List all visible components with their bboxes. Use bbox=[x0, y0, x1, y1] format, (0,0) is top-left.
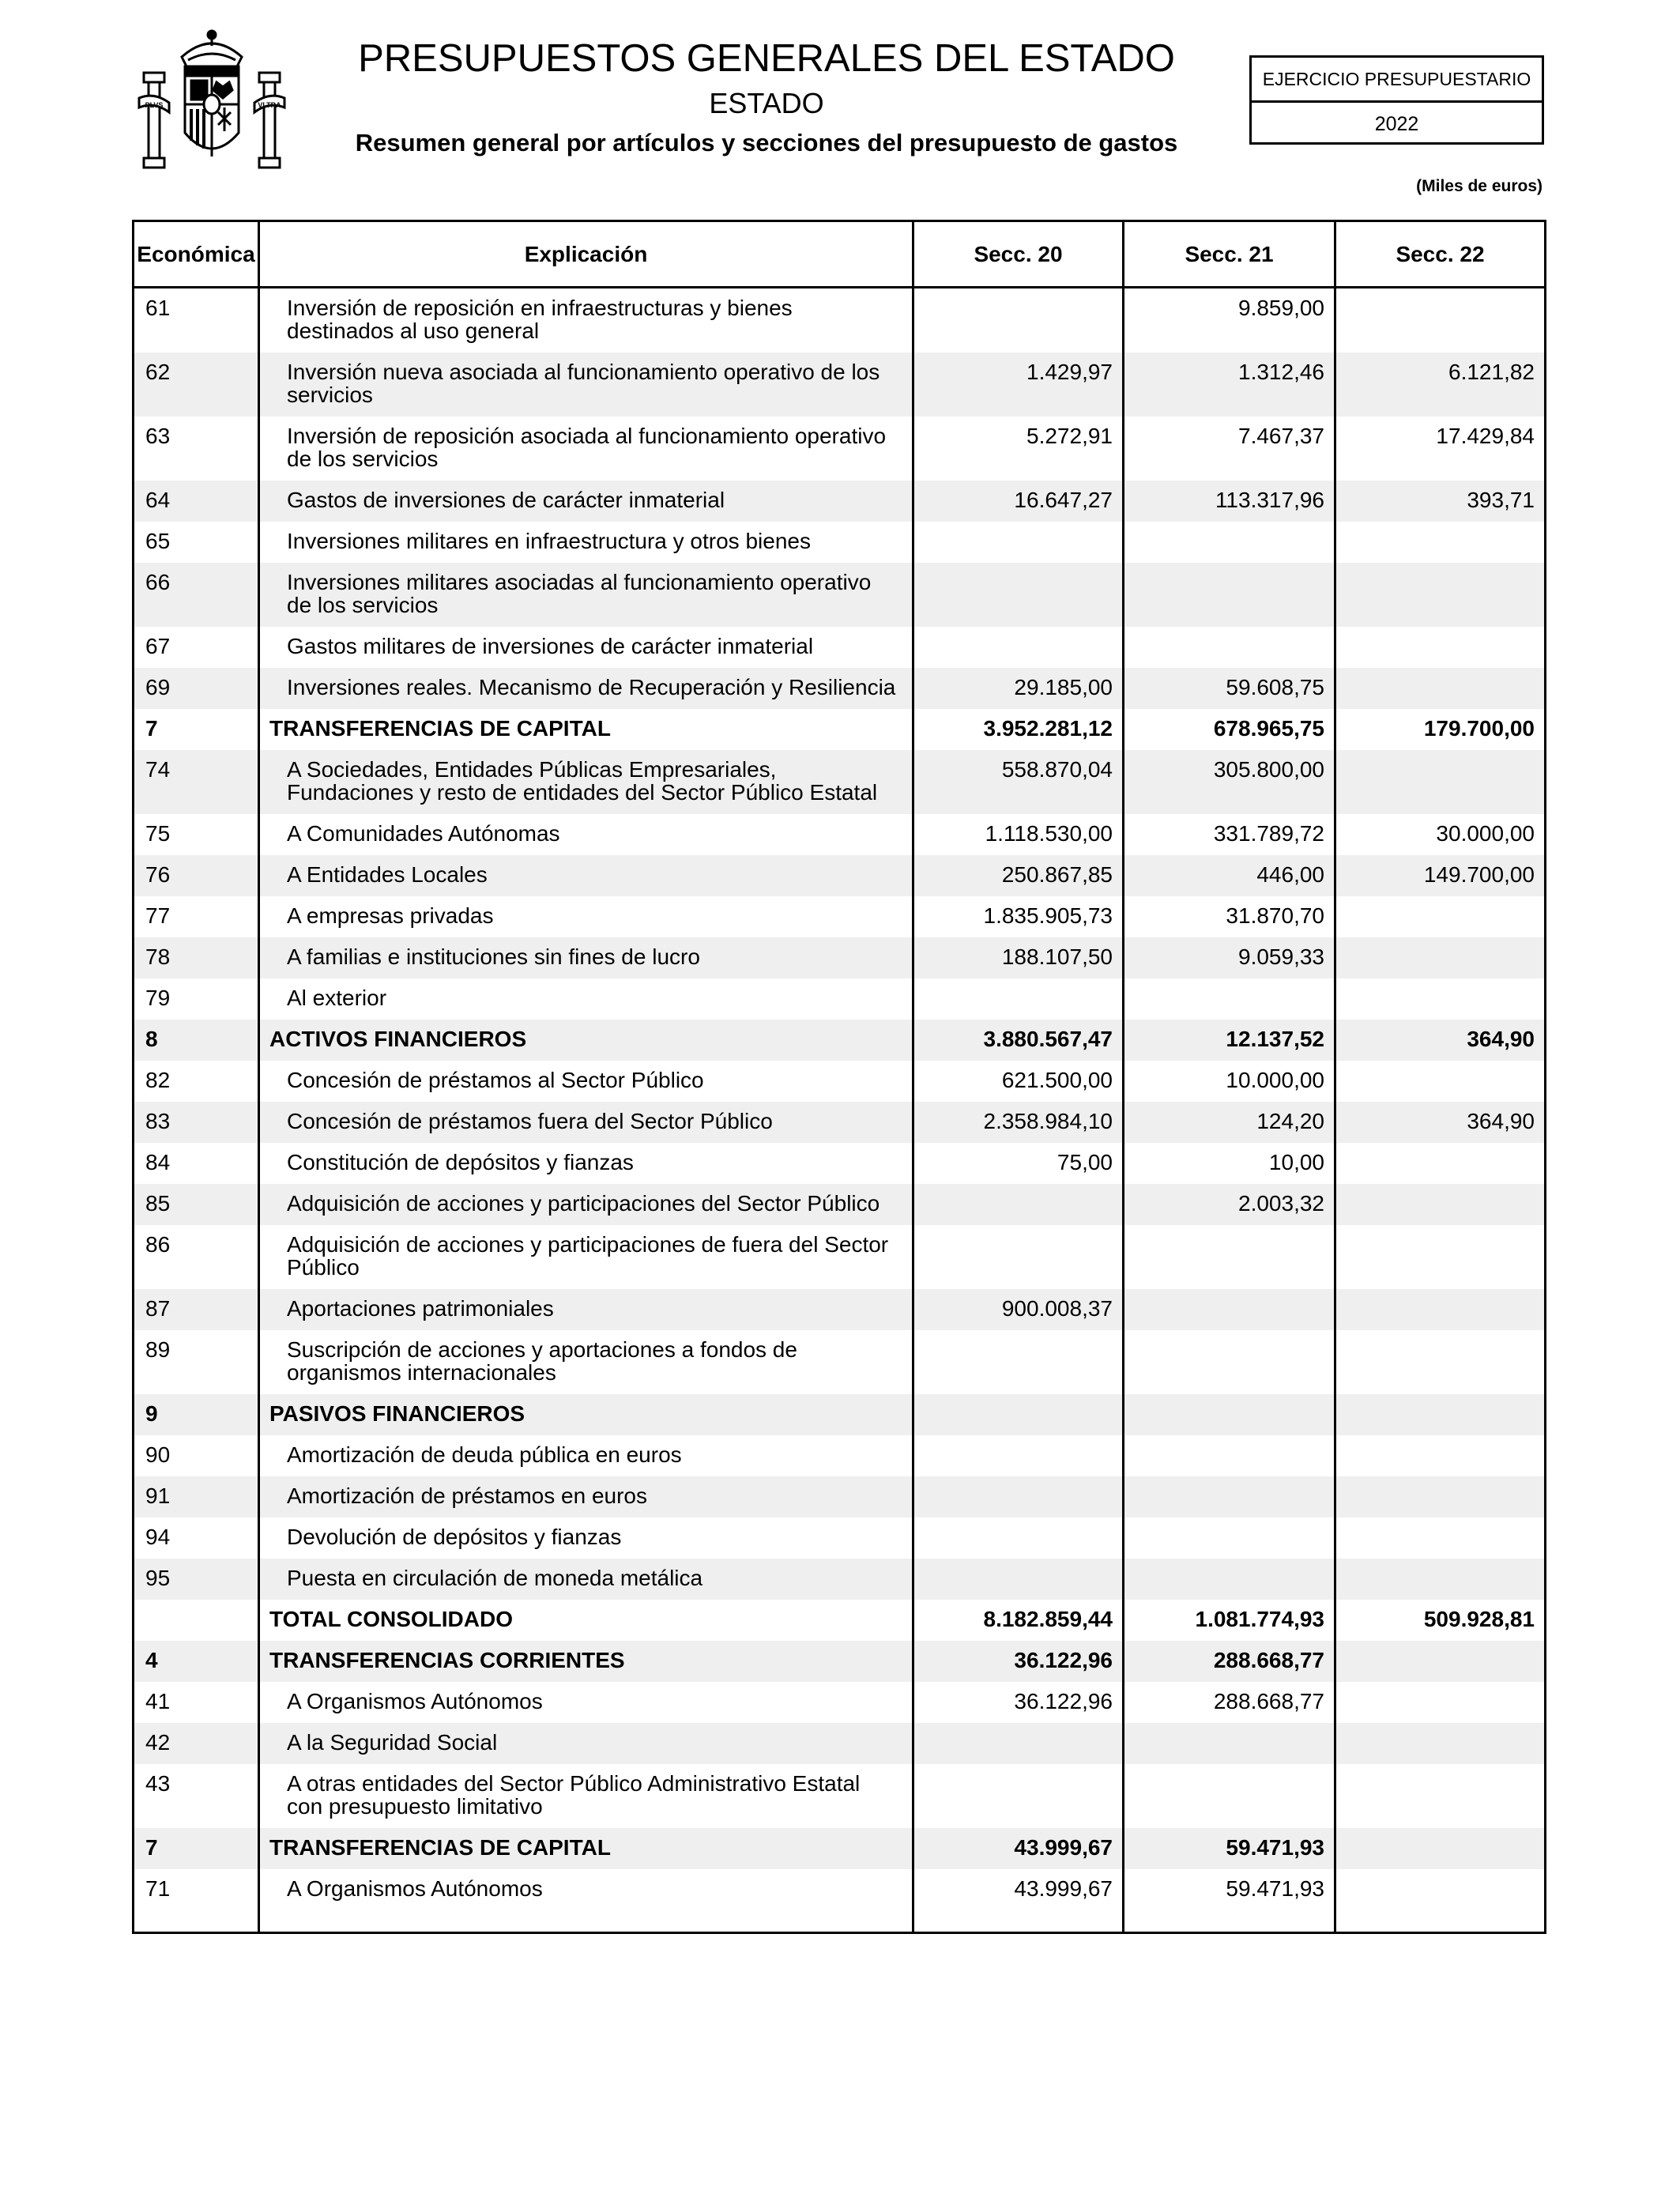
secc-21-cell: 59.471,93 bbox=[1124, 1869, 1335, 1933]
secc-22-cell bbox=[1335, 1764, 1546, 1828]
secc-22-cell bbox=[1335, 750, 1546, 814]
table-row bbox=[134, 1061, 1546, 1102]
explanation-cell: A otras entidades del Sector Público Administrativo Estatal con presupuesto limitativo bbox=[259, 1764, 913, 1828]
secc-20-cell bbox=[913, 1394, 1124, 1435]
secc-22-cell bbox=[1335, 563, 1546, 627]
code-cell: 89 bbox=[134, 1330, 259, 1394]
explanation-cell: A Entidades Locales bbox=[259, 855, 913, 896]
secc-21-cell bbox=[1124, 1435, 1335, 1476]
secc-21-cell: 288.668,77 bbox=[1124, 1682, 1335, 1723]
explanation-cell: TRANSFERENCIAS CORRIENTES bbox=[259, 1641, 913, 1682]
code-cell: 76 bbox=[134, 855, 259, 896]
code-cell: 4 bbox=[134, 1641, 259, 1682]
explanation-cell: Constitución de depósitos y fianzas bbox=[259, 1143, 913, 1184]
explanation-cell: A Organismos Autónomos bbox=[259, 1869, 913, 1933]
table-row bbox=[134, 1102, 1546, 1143]
document-description: Resumen general por artículos y secciones del presupuesto de gastos bbox=[355, 129, 1178, 156]
explanation-cell: TRANSFERENCIAS DE CAPITAL bbox=[259, 1828, 913, 1869]
code-cell: 7 bbox=[134, 1828, 259, 1869]
secc-20-cell: 36.122,96 bbox=[913, 1682, 1124, 1723]
secc-22-cell bbox=[1335, 1869, 1546, 1933]
table-row bbox=[134, 896, 1546, 937]
secc-20-cell bbox=[913, 627, 1124, 668]
table-row bbox=[134, 750, 1546, 814]
table-row bbox=[134, 481, 1546, 522]
explanation-cell: Adquisición de acciones y participaciones del Sector Público bbox=[259, 1184, 913, 1225]
secc-22-cell bbox=[1335, 1330, 1546, 1394]
secc-22-cell bbox=[1335, 1476, 1546, 1517]
ejercicio-year: 2022 bbox=[1374, 113, 1419, 135]
explanation-cell: Amortización de préstamos en euros bbox=[259, 1476, 913, 1517]
table-row bbox=[134, 1330, 1546, 1394]
secc-21-cell bbox=[1124, 1723, 1335, 1764]
secc-20-cell: 1.835.905,73 bbox=[913, 896, 1124, 937]
table-row bbox=[134, 1435, 1546, 1476]
explanation-cell: A Sociedades, Entidades Públicas Empresariales, Fundaciones y resto de entidades del Sector Público Estatal bbox=[259, 750, 913, 814]
secc-21-cell: 12.137,52 bbox=[1124, 1020, 1335, 1061]
explanation-cell: A Organismos Autónomos bbox=[259, 1682, 913, 1723]
secc-22-cell bbox=[1335, 937, 1546, 978]
secc-21-cell: 124,20 bbox=[1124, 1102, 1335, 1143]
explanation-cell: Amortización de deuda pública en euros bbox=[259, 1435, 913, 1476]
secc-21-cell bbox=[1124, 1330, 1335, 1394]
table-row bbox=[134, 1828, 1546, 1869]
secc-21-cell: 9.059,33 bbox=[1124, 937, 1335, 978]
secc-21-cell: 2.003,32 bbox=[1124, 1184, 1335, 1225]
ejercicio-label: EJERCICIO PRESUPUESTARIO bbox=[1252, 58, 1542, 103]
secc-21-cell: 331.789,72 bbox=[1124, 814, 1335, 855]
secc-21-cell bbox=[1124, 563, 1335, 627]
secc-20-cell bbox=[913, 288, 1124, 353]
secc-22-cell bbox=[1335, 1559, 1546, 1600]
explanation-cell: Gastos de inversiones de carácter inmaterial bbox=[259, 481, 913, 522]
explanation-cell: Suscripción de acciones y aportaciones a fondos de organismos internacionales bbox=[259, 1330, 913, 1394]
code-cell: 67 bbox=[134, 627, 259, 668]
svg-text:VLTRA: VLTRA bbox=[258, 101, 281, 109]
document-subtitle: ESTADO bbox=[709, 87, 824, 119]
secc-21-cell bbox=[1124, 1394, 1335, 1435]
secc-22-cell bbox=[1335, 1682, 1546, 1723]
code-cell: 75 bbox=[134, 814, 259, 855]
code-cell: 86 bbox=[134, 1225, 259, 1289]
secc-20-cell: 621.500,00 bbox=[913, 1061, 1124, 1102]
secc-20-cell: 43.999,67 bbox=[913, 1869, 1124, 1933]
secc-22-cell bbox=[1335, 1641, 1546, 1682]
secc-22-cell bbox=[1335, 1435, 1546, 1476]
explanation-cell: Inversión de reposición en infraestructuras y bienes destinados al uso general bbox=[259, 288, 913, 353]
secc-20-cell bbox=[913, 1517, 1124, 1559]
explanation-cell: ACTIVOS FINANCIEROS bbox=[259, 1020, 913, 1061]
secc-22-cell bbox=[1335, 896, 1546, 937]
secc-21-cell: 678.965,75 bbox=[1124, 709, 1335, 750]
code-cell: 66 bbox=[134, 563, 259, 627]
secc-22-cell: 364,90 bbox=[1335, 1102, 1546, 1143]
secc-22-cell bbox=[1335, 627, 1546, 668]
secc-20-cell bbox=[913, 1476, 1124, 1517]
secc-20-cell: 1.118.530,00 bbox=[913, 814, 1124, 855]
secc-20-cell: 29.185,00 bbox=[913, 668, 1124, 709]
explanation-cell: TOTAL CONSOLIDADO bbox=[259, 1600, 913, 1641]
explanation-cell: PASIVOS FINANCIEROS bbox=[259, 1394, 913, 1435]
explanation-cell: TRANSFERENCIAS DE CAPITAL bbox=[259, 709, 913, 750]
code-cell: 84 bbox=[134, 1143, 259, 1184]
secc-20-cell bbox=[913, 978, 1124, 1020]
table-row bbox=[134, 522, 1546, 563]
secc-22-cell bbox=[1335, 1061, 1546, 1102]
explanation-cell: Adquisición de acciones y participaciones de fuera del Sector Público bbox=[259, 1225, 913, 1289]
table-row bbox=[134, 1184, 1546, 1225]
code-cell: 8 bbox=[134, 1020, 259, 1061]
secc-20-cell: 558.870,04 bbox=[913, 750, 1124, 814]
code-cell: 7 bbox=[134, 709, 259, 750]
column-header-explicacion: Explicación bbox=[259, 221, 913, 288]
table-row bbox=[134, 1476, 1546, 1517]
table-row bbox=[134, 1517, 1546, 1559]
code-cell: 78 bbox=[134, 937, 259, 978]
secc-20-cell: 2.358.984,10 bbox=[913, 1102, 1124, 1143]
code-cell: 77 bbox=[134, 896, 259, 937]
secc-21-cell bbox=[1124, 1764, 1335, 1828]
column-header-secc-22: Secc. 22 bbox=[1335, 221, 1546, 288]
code-cell: 85 bbox=[134, 1184, 259, 1225]
secc-22-cell: 6.121,82 bbox=[1335, 352, 1546, 417]
column-header-secc-21: Secc. 21 bbox=[1124, 221, 1335, 288]
secc-22-cell bbox=[1335, 1143, 1546, 1184]
secc-22-cell bbox=[1335, 1394, 1546, 1435]
table-row bbox=[134, 1225, 1546, 1289]
secc-22-cell bbox=[1335, 288, 1546, 353]
code-cell: 91 bbox=[134, 1476, 259, 1517]
secc-21-cell: 10.000,00 bbox=[1124, 1061, 1335, 1102]
secc-22-cell bbox=[1335, 522, 1546, 563]
secc-21-cell: 1.312,46 bbox=[1124, 352, 1335, 417]
code-cell: 95 bbox=[134, 1559, 259, 1600]
code-cell: 42 bbox=[134, 1723, 259, 1764]
table-row bbox=[134, 563, 1546, 627]
table-row bbox=[134, 1559, 1546, 1600]
explanation-cell: A Comunidades Autónomas bbox=[259, 814, 913, 855]
secc-20-cell bbox=[913, 1330, 1124, 1394]
secc-22-cell bbox=[1335, 1828, 1546, 1869]
secc-20-cell bbox=[913, 1435, 1124, 1476]
table-row bbox=[134, 417, 1546, 481]
ejercicio-box bbox=[1249, 55, 1544, 145]
explanation-cell: A familias e instituciones sin fines de lucro bbox=[259, 937, 913, 978]
table-row bbox=[134, 627, 1546, 668]
secc-21-cell: 305.800,00 bbox=[1124, 750, 1335, 814]
code-cell: 79 bbox=[134, 978, 259, 1020]
secc-22-cell: 179.700,00 bbox=[1335, 709, 1546, 750]
secc-21-cell: 9.859,00 bbox=[1124, 288, 1335, 353]
table-row bbox=[134, 288, 1546, 353]
secc-20-cell bbox=[913, 1225, 1124, 1289]
secc-22-cell: 30.000,00 bbox=[1335, 814, 1546, 855]
secc-21-cell: 113.317,96 bbox=[1124, 481, 1335, 522]
secc-20-cell bbox=[913, 1559, 1124, 1600]
secc-20-cell: 3.952.281,12 bbox=[913, 709, 1124, 750]
code-cell: 69 bbox=[134, 668, 259, 709]
code-cell: 87 bbox=[134, 1289, 259, 1330]
code-cell: 74 bbox=[134, 750, 259, 814]
secc-20-cell: 8.182.859,44 bbox=[913, 1600, 1124, 1641]
explanation-cell: Aportaciones patrimoniales bbox=[259, 1289, 913, 1330]
table-body bbox=[134, 288, 1546, 1933]
units-note: (Miles de euros) bbox=[1416, 177, 1543, 195]
explanation-cell: Al exterior bbox=[259, 978, 913, 1020]
secc-22-cell bbox=[1335, 1289, 1546, 1330]
secc-21-cell: 10,00 bbox=[1124, 1143, 1335, 1184]
secc-20-cell: 3.880.567,47 bbox=[913, 1020, 1124, 1061]
code-cell: 61 bbox=[134, 288, 259, 353]
secc-22-cell: 17.429,84 bbox=[1335, 417, 1546, 481]
code-cell: 83 bbox=[134, 1102, 259, 1143]
explanation-cell: Inversión de reposición asociada al funcionamiento operativo de los servicios bbox=[259, 417, 913, 481]
secc-20-cell bbox=[913, 1764, 1124, 1828]
code-cell: 64 bbox=[134, 481, 259, 522]
explanation-cell: Inversiones reales. Mecanismo de Recuperación y Resiliencia bbox=[259, 668, 913, 709]
secc-20-cell: 188.107,50 bbox=[913, 937, 1124, 978]
svg-text:PLVS: PLVS bbox=[145, 101, 164, 109]
explanation-cell: Gastos militares de inversiones de carácter inmaterial bbox=[259, 627, 913, 668]
secc-22-cell: 393,71 bbox=[1335, 481, 1546, 522]
secc-22-cell bbox=[1335, 1517, 1546, 1559]
explanation-cell: Inversiones militares en infraestructura y otros bienes bbox=[259, 522, 913, 563]
column-header-economica: Económica bbox=[134, 221, 259, 288]
secc-21-cell bbox=[1124, 1289, 1335, 1330]
document-title: PRESUPUESTOS GENERALES DEL ESTADO bbox=[358, 37, 1175, 80]
secc-21-cell bbox=[1124, 1559, 1335, 1600]
secc-22-cell bbox=[1335, 1723, 1546, 1764]
code-cell: 82 bbox=[134, 1061, 259, 1102]
secc-20-cell bbox=[913, 563, 1124, 627]
secc-21-cell bbox=[1124, 1517, 1335, 1559]
explanation-cell: A la Seguridad Social bbox=[259, 1723, 913, 1764]
secc-21-cell bbox=[1124, 627, 1335, 668]
code-cell: 63 bbox=[134, 417, 259, 481]
secc-20-cell: 16.647,27 bbox=[913, 481, 1124, 522]
secc-21-cell: 59.608,75 bbox=[1124, 668, 1335, 709]
secc-21-cell: 288.668,77 bbox=[1124, 1641, 1335, 1682]
code-cell bbox=[134, 1600, 259, 1641]
secc-22-cell bbox=[1335, 1225, 1546, 1289]
budget-table bbox=[132, 220, 1546, 1934]
secc-21-cell: 1.081.774,93 bbox=[1124, 1600, 1335, 1641]
explanation-cell: Concesión de préstamos fuera del Sector Público bbox=[259, 1102, 913, 1143]
table-row bbox=[134, 1600, 1546, 1641]
secc-20-cell: 43.999,67 bbox=[913, 1828, 1124, 1869]
secc-22-cell bbox=[1335, 1184, 1546, 1225]
code-cell: 43 bbox=[134, 1764, 259, 1828]
table-header-row bbox=[134, 221, 1546, 288]
secc-20-cell bbox=[913, 1723, 1124, 1764]
secc-22-cell: 149.700,00 bbox=[1335, 855, 1546, 896]
table-row bbox=[134, 1394, 1546, 1435]
code-cell: 41 bbox=[134, 1682, 259, 1723]
table-row bbox=[134, 855, 1546, 896]
explanation-cell: Inversión nueva asociada al funcionamiento operativo de los servicios bbox=[259, 352, 913, 417]
table-row bbox=[134, 668, 1546, 709]
explanation-cell: Devolución de depósitos y fianzas bbox=[259, 1517, 913, 1559]
table-row bbox=[134, 1143, 1546, 1184]
table-row bbox=[134, 352, 1546, 417]
code-cell: 65 bbox=[134, 522, 259, 563]
secc-21-cell bbox=[1124, 522, 1335, 563]
secc-21-cell bbox=[1124, 1476, 1335, 1517]
secc-21-cell: 7.467,37 bbox=[1124, 417, 1335, 481]
table-row bbox=[134, 1020, 1546, 1061]
explanation-cell: A empresas privadas bbox=[259, 896, 913, 937]
code-cell: 62 bbox=[134, 352, 259, 417]
secc-21-cell: 446,00 bbox=[1124, 855, 1335, 896]
secc-20-cell: 900.008,37 bbox=[913, 1289, 1124, 1330]
table-row bbox=[134, 1289, 1546, 1330]
secc-21-cell: 59.471,93 bbox=[1124, 1828, 1335, 1869]
table-row bbox=[134, 1682, 1546, 1723]
secc-20-cell: 1.429,97 bbox=[913, 352, 1124, 417]
code-cell: 94 bbox=[134, 1517, 259, 1559]
secc-22-cell bbox=[1335, 668, 1546, 709]
table-row bbox=[134, 709, 1546, 750]
code-cell: 90 bbox=[134, 1435, 259, 1476]
explanation-cell: Inversiones militares asociadas al funcionamiento operativo de los servicios bbox=[259, 563, 913, 627]
code-cell: 71 bbox=[134, 1869, 259, 1933]
table-row bbox=[134, 978, 1546, 1020]
secc-21-cell: 31.870,70 bbox=[1124, 896, 1335, 937]
code-cell: 9 bbox=[134, 1394, 259, 1435]
secc-20-cell: 250.867,85 bbox=[913, 855, 1124, 896]
secc-21-cell bbox=[1124, 978, 1335, 1020]
secc-22-cell: 509.928,81 bbox=[1335, 1600, 1546, 1641]
secc-20-cell: 75,00 bbox=[913, 1143, 1124, 1184]
table-row bbox=[134, 937, 1546, 978]
table-row bbox=[134, 1641, 1546, 1682]
column-header-secc-20: Secc. 20 bbox=[913, 221, 1124, 288]
explanation-cell: Concesión de préstamos al Sector Público bbox=[259, 1061, 913, 1102]
table-row bbox=[134, 814, 1546, 855]
table-row bbox=[134, 1723, 1546, 1764]
secc-20-cell: 36.122,96 bbox=[913, 1641, 1124, 1682]
explanation-cell: Puesta en circulación de moneda metálica bbox=[259, 1559, 913, 1600]
secc-20-cell bbox=[913, 1184, 1124, 1225]
table-row bbox=[134, 1869, 1546, 1933]
secc-20-cell bbox=[913, 522, 1124, 563]
secc-20-cell: 5.272,91 bbox=[913, 417, 1124, 481]
secc-21-cell bbox=[1124, 1225, 1335, 1289]
secc-22-cell: 364,90 bbox=[1335, 1020, 1546, 1061]
secc-22-cell bbox=[1335, 978, 1546, 1020]
table-row bbox=[134, 1764, 1546, 1828]
